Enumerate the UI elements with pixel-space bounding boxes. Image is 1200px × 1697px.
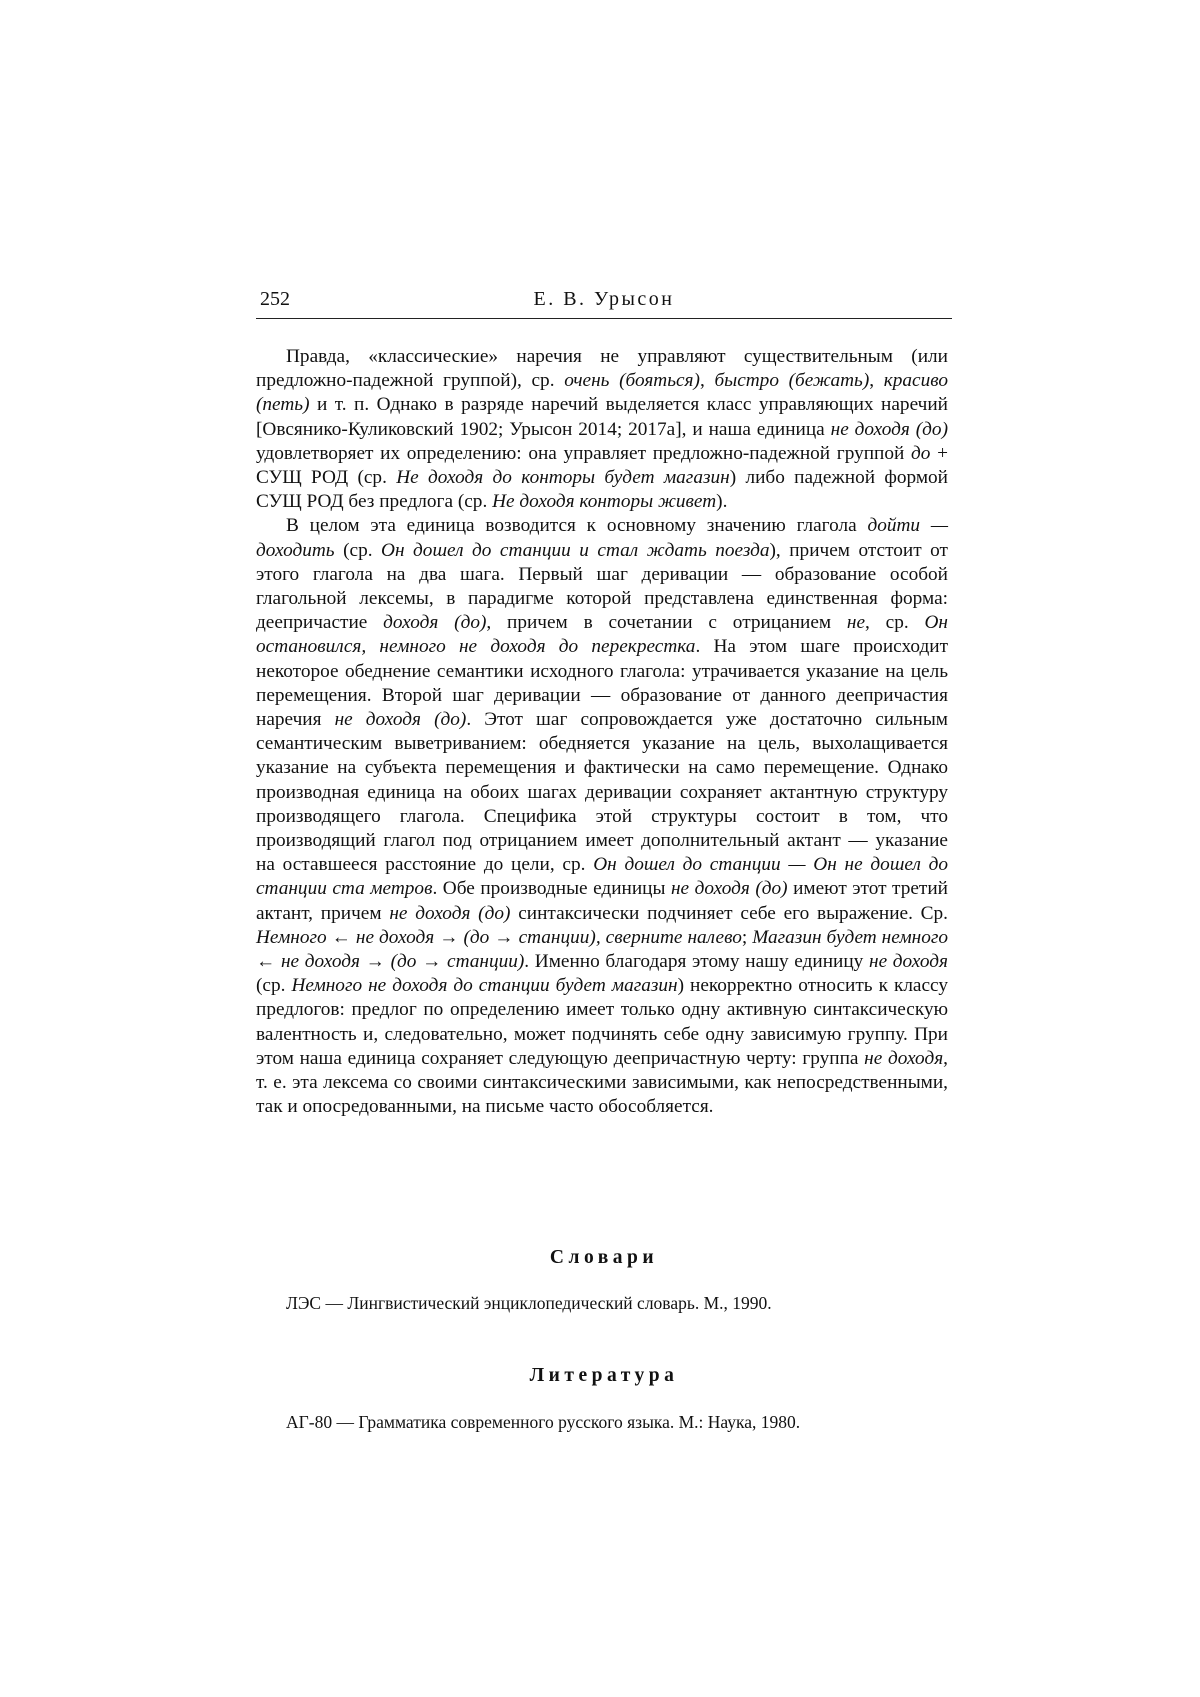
page-number: 252 bbox=[260, 288, 290, 310]
italic-run: не доходя (до) bbox=[670, 878, 788, 900]
text-run: , bbox=[869, 370, 884, 392]
italic-run: до bbox=[911, 442, 931, 464]
italic-run: не доходя bbox=[864, 1047, 944, 1069]
italic-run: Он дошел до станции — Он не дошел до станции ста метров bbox=[256, 854, 949, 900]
dictionaries-heading: Словари bbox=[549, 1247, 659, 1268]
running-head: Е. В. Урысон bbox=[533, 288, 675, 310]
text-run: синтаксически подчиняет себе его выражение. Ср. bbox=[510, 902, 948, 924]
text-run: (ср. bbox=[256, 975, 292, 997]
text-run: ) либо падежной формой СУЩ РОД без предлога (ср. bbox=[256, 467, 948, 513]
italic-run: быстро (бежать) bbox=[714, 370, 870, 392]
italic-run: Он дошел до станции и стал ждать поезда bbox=[381, 539, 770, 561]
text-run: + СУЩ РОД (ср. bbox=[256, 442, 949, 489]
page-header bbox=[256, 288, 952, 319]
text-run: (ср. bbox=[334, 539, 382, 561]
text-run: В целом эта единица возводится к основному значению глагола bbox=[286, 515, 868, 537]
text-run: имеют этот третий актант, причем bbox=[256, 878, 948, 924]
text-run: ), причем отстоит от этого глагола на два шага. Первый шаг деривации — образование особой глагольной лексемы, в парадигме которой представлена единственная форма: деепричастие bbox=[256, 539, 948, 634]
text-run: удовлетворяет их определению: она управляет предложно-падежной группой bbox=[256, 442, 912, 464]
italic-run: дойти — доходить bbox=[256, 515, 948, 561]
italic-run: доходя (до) bbox=[383, 612, 487, 634]
italic-run: не доходя (до) bbox=[830, 418, 948, 440]
italic-run: не bbox=[846, 612, 866, 634]
italic-run: красиво (петь) bbox=[256, 370, 949, 416]
dictionary-entry: ЛЭС — Лингвистический энциклопедический словарь. М., 1990. bbox=[286, 1293, 772, 1313]
text-run: , причем в сочетании с отрицанием bbox=[486, 612, 847, 634]
text-run: ) некорректно относить к классу предлогов: предлог по определению имеет только одну активную синтаксическую валентность и, следовательно, может подчинять себе одну зависимую группу. При этом наша единица сохраняет следующую деепричастную черту: группа bbox=[256, 975, 948, 1069]
text-run: ). bbox=[716, 491, 728, 513]
italic-run: Он остановился, немного не доходя до перекрестка bbox=[256, 612, 948, 658]
literature-heading: Литература bbox=[529, 1365, 679, 1386]
body-text bbox=[256, 345, 948, 1120]
italic-run: Немного не доходя до станции будет магазин bbox=[291, 975, 678, 997]
italic-run: не доходя bbox=[869, 951, 948, 973]
text-run: . Именно благодаря этому нашу единицу bbox=[524, 951, 869, 973]
text-run: . Обе производные единицы bbox=[432, 878, 671, 900]
paragraph bbox=[256, 345, 948, 514]
text-run: , ср. bbox=[865, 612, 925, 634]
italic-run: не доходя (до) bbox=[389, 902, 511, 924]
text-run: ; bbox=[741, 926, 753, 948]
italic-run: Не доходя до конторы будет магазин bbox=[396, 467, 730, 489]
text-run: . На этом шаге происходит некоторое обеднение семантики исходного глагола: утрачивается указание на цель перемещения. Второй шаг деривации — образование от данного деепричастия наречия bbox=[256, 636, 948, 731]
text-run: и т. п. Однако в разряде наречий выделяется класс управляющих наречий [Овсянико-Куликовский 1902; Урысон 2014; 2017а], и наша единица bbox=[256, 394, 948, 440]
italic-run: очень (бояться) bbox=[564, 370, 700, 392]
italic-run: не доходя (до) bbox=[334, 709, 467, 731]
text-run: , bbox=[699, 370, 715, 392]
italic-run: Немного ← не доходя → (до → станции), сверните налево bbox=[256, 926, 742, 948]
text-run: . Этот шаг сопровождается уже достаточно сильным семантическим выветриванием: обедняется указание на цель, выхолащивается указание на субъекта перемещения и фактически на само перемещение. Однако производная единица на обоих шагах деривации сохраняет актантную структуру производящего глагола. Специфика этой структуры состоит в том, что производящий глагол под отрицанием имеет дополнительный актант — указание на оставшееся расстояние до цели, ср. bbox=[256, 709, 948, 876]
paragraph bbox=[256, 514, 948, 1119]
italic-run: Магазин будет немного ← не доходя → (до → станции) bbox=[256, 926, 948, 973]
italic-run: Не доходя конторы живет bbox=[492, 491, 717, 513]
text-run: , т. е. эта лексема со своими синтаксическими зависимыми, как непосредственными, так и опосредованными, на письме часто обособляется. bbox=[256, 1047, 948, 1118]
literature-entry: АГ-80 — Грамматика современного русского языка. М.: Наука, 1980. bbox=[286, 1412, 801, 1432]
text-run: Правда, «классические» наречия не управляют существительным (или предложно-падежной группой), ср. bbox=[256, 346, 948, 392]
